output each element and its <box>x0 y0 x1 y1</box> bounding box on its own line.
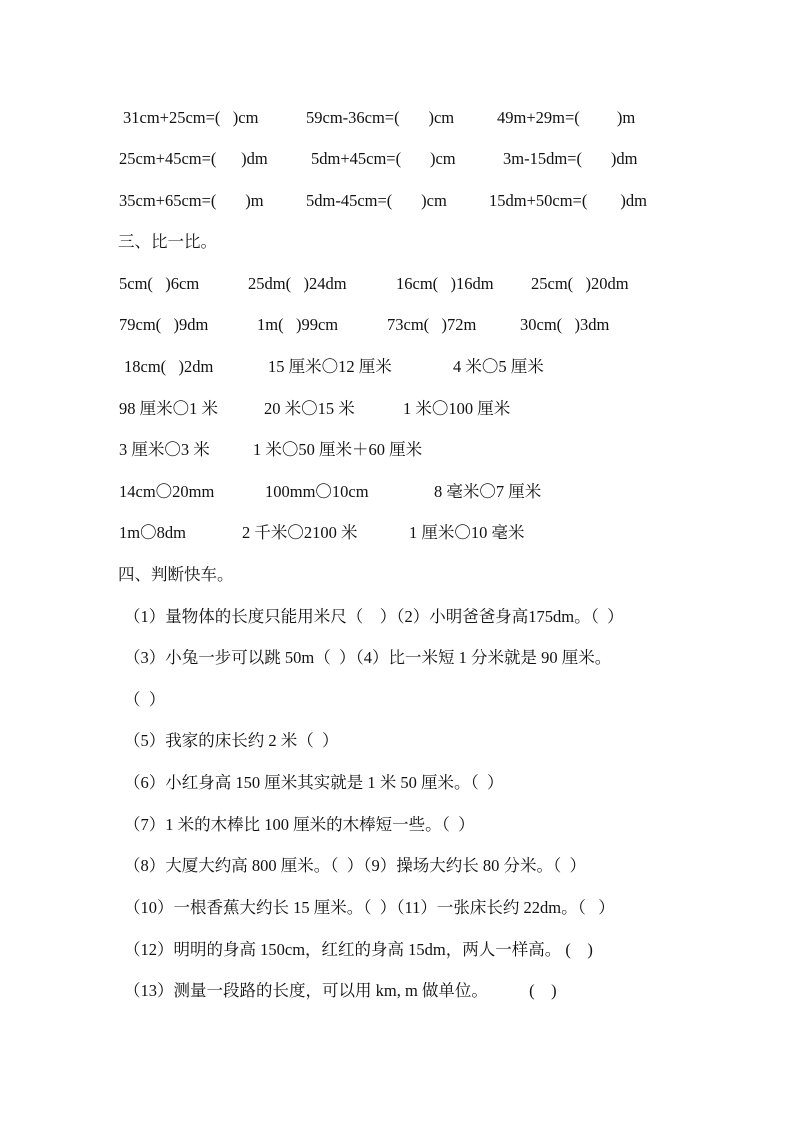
conversion-row-2 <box>0 147 638 171</box>
judge-item-8-9: （8）大厦大约高 800 厘米。（ ）（9）操场大约长 80 分米。（ ） <box>124 856 586 875</box>
compare-item: 98 厘米〇1 米 <box>119 399 218 418</box>
judge-item-3-4: （3）小兔一步可以跳 50m（ ）（4）比一米短 1 分米就是 90 厘米。 <box>124 648 612 667</box>
judge-item-12: （12）明明的身高 150cm，红红的身高 15dm，两人一样高。 ( ) <box>124 940 593 959</box>
section-3-heading: 三、比一比。 <box>118 232 217 251</box>
conversion-item: 49m+29m=( )m <box>497 108 636 127</box>
compare-row-6 <box>0 480 542 504</box>
conversion-item: 15dm+50cm=( )dm <box>489 191 647 210</box>
judge-item-6: （6）小红身高 150 厘米其实就是 1 米 50 厘米。（ ） <box>124 773 504 792</box>
conversion-item: 31cm+25cm=( )cm <box>123 108 259 127</box>
compare-item: 5cm( )6cm <box>119 274 200 293</box>
compare-item: 79cm( )9dm <box>119 315 209 334</box>
judge-item-7: （7）1 米的木棒比 100 厘米的木棒短一些。（ ） <box>124 815 475 834</box>
compare-row-2 <box>0 313 610 337</box>
judge-item-5: （5）我家的床长约 2 米（ ） <box>124 731 339 750</box>
judge-item-4-answer: （ ） <box>124 690 166 709</box>
section-4-heading: 四、判断快车。 <box>118 565 234 584</box>
compare-item: 4 米〇5 厘米 <box>453 357 544 376</box>
compare-item: 1m( )99cm <box>257 315 339 334</box>
compare-item: 15 厘米〇12 厘米 <box>268 357 392 376</box>
conversion-row-1 <box>0 106 636 130</box>
conversion-row-3 <box>0 189 647 213</box>
compare-row-5 <box>0 438 423 462</box>
compare-item: 1 米〇50 厘米＋60 厘米 <box>253 440 423 459</box>
compare-item: 16cm( )16dm <box>396 274 494 293</box>
judge-item-10-11: （10）一根香蕉大约长 15 厘米。（ ）（11）一张床长约 22dm。（ ） <box>124 898 615 917</box>
compare-item: 8 毫米〇7 厘米 <box>434 482 542 501</box>
compare-item: 30cm( )3dm <box>520 315 610 334</box>
compare-row-3 <box>0 355 544 379</box>
compare-item: 73cm( )72m <box>387 315 477 334</box>
compare-item: 1m〇8dm <box>119 523 186 542</box>
compare-row-4 <box>0 397 511 421</box>
conversion-item: 59cm-36cm=( )cm <box>306 108 455 127</box>
judge-item-13: （13）测量一段路的长度，可以用 km, m 做单位。 ( ) <box>124 981 557 1000</box>
compare-row-1 <box>0 272 629 296</box>
compare-item: 100mm〇10cm <box>265 482 369 501</box>
compare-item: 1 厘米〇10 毫米 <box>409 523 525 542</box>
conversion-item: 5dm+45cm=( )cm <box>311 149 456 168</box>
conversion-item: 5dm-45cm=( )cm <box>306 191 447 210</box>
compare-item: 14cm〇20mm <box>119 482 215 501</box>
compare-item: 1 米〇100 厘米 <box>403 399 511 418</box>
compare-row-7 <box>0 521 525 545</box>
compare-item: 20 米〇15 米 <box>264 399 355 418</box>
compare-item: 25dm( )24dm <box>248 274 347 293</box>
compare-item: 3 厘米〇3 米 <box>119 440 210 459</box>
compare-item: 25cm( )20dm <box>531 274 629 293</box>
compare-item: 18cm( )2dm <box>124 357 214 376</box>
conversion-item: 3m-15dm=( )dm <box>503 149 638 168</box>
conversion-item: 25cm+45cm=( )dm <box>119 149 268 168</box>
compare-item: 2 千米〇2100 米 <box>242 523 358 542</box>
judge-item-1-2: （1）量物体的长度只能用米尺（ ）（2）小明爸爸身高175dm。（ ） <box>124 607 624 626</box>
conversion-item: 35cm+65cm=( )m <box>119 191 264 210</box>
